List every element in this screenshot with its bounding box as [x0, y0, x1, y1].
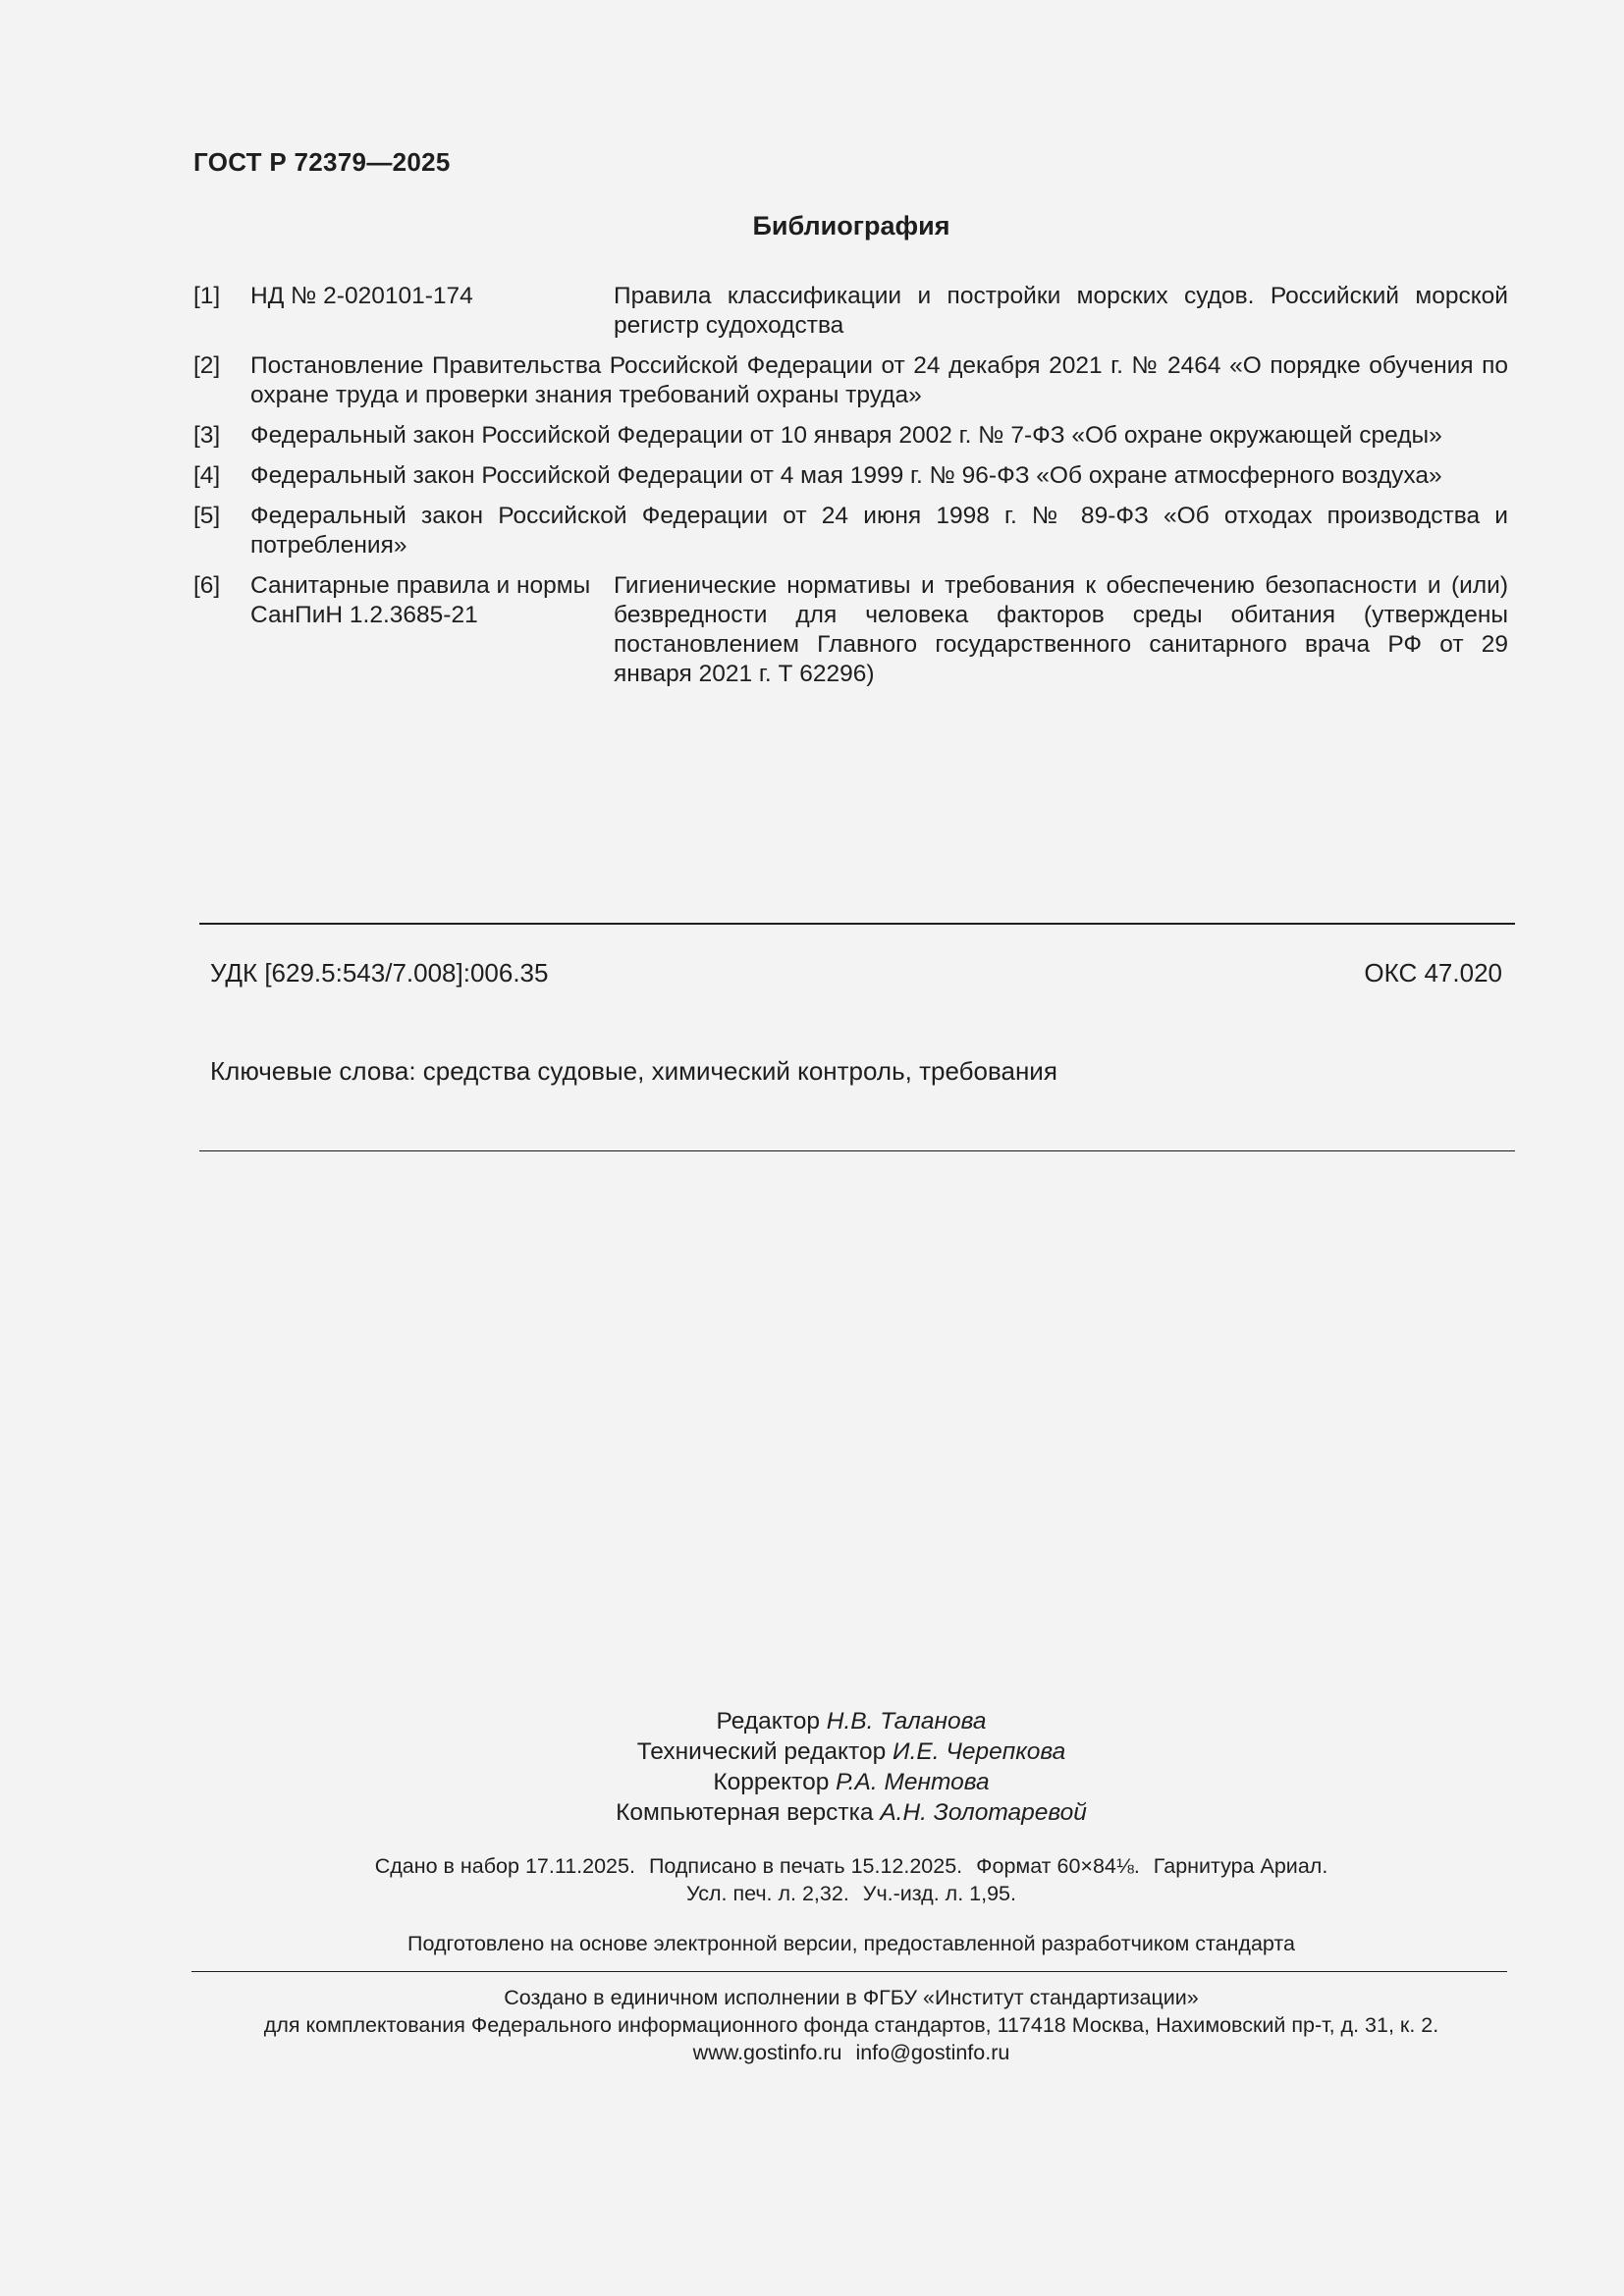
bibliography-item — [193, 502, 1508, 561]
credit-person: Н.В. Таланова — [826, 1708, 987, 1735]
credit-label: Технический редактор — [636, 1738, 887, 1765]
print-info — [0, 1852, 1624, 1907]
paper-format: Формат 60×84⅛. — [976, 1854, 1140, 1878]
print-info-line-2 — [0, 1880, 1624, 1907]
bibliography-item-number: [5] — [193, 503, 221, 529]
typeface: Гарнитура Ариал. — [1153, 1854, 1328, 1878]
bibliography-item — [193, 461, 1508, 491]
signed-date: Подписано в печать 15.12.2025. — [648, 1854, 963, 1878]
publisher-line-1: Создано в единичном исполнении в ФГБУ «Институт стандартизации» — [504, 1986, 1199, 2009]
keywords: Ключевые слова: средства судовые, химический контроль, требования — [210, 1056, 1057, 1086]
publisher-line-2: для комплектования Федерального информационного фонда стандартов, 117418 Москва, Нахимовский пр-т, д. 31, к. 2. — [263, 2013, 1439, 2037]
bibliography-item-number: [3] — [193, 422, 221, 449]
bibliography-item-text: Федеральный закон Российской Федерации от 24 июня 1998 г. № 89-ФЗ «Об отходах производства и потребления» — [250, 503, 1508, 559]
bibliography-item — [193, 282, 1508, 341]
bibliography-item — [193, 571, 1508, 689]
bibliography-item-number: [4] — [193, 462, 221, 489]
publisher-info — [0, 1984, 1624, 2066]
divider-bottom — [191, 1971, 1507, 1972]
document-code: ГОСТ Р 72379—2025 — [193, 147, 451, 177]
bibliography-item-description: Гигиенические нормативы и требования к обеспечению безопасности и (или) безвредности для человека факторов среды обитания (утверждены постановлением Главного государственного санитарного врача РФ от 29 января 2021 г. Т 62296) — [614, 572, 1508, 687]
print-info-line-1 — [0, 1852, 1624, 1880]
credit-corrector — [0, 1767, 1624, 1797]
credit-layout — [0, 1797, 1624, 1828]
email-link[interactable]: info@gostinfo.ru — [855, 2041, 1010, 2064]
credit-person: И.Е. Черепкова — [893, 1738, 1066, 1765]
bibliography-item-name: Санитарные правила и нормы СанПиН 1.2.3685-21 — [250, 572, 591, 628]
credit-label: Корректор — [713, 1769, 830, 1795]
bibliography-title: Библиография — [752, 211, 950, 240]
divider-middle — [199, 1150, 1515, 1151]
bibliography-list — [193, 282, 1508, 700]
bibliography-item-text: Постановление Правительства Российской Федерации от 24 декабря 2021 г. № 2464 «О порядке обучения по охране труда и проверки знания требований охраны труда» — [250, 352, 1508, 408]
submitted-date: Сдано в набор 17.11.2025. — [374, 1854, 635, 1878]
divider-top — [199, 923, 1515, 925]
bibliography-item-number: [2] — [193, 352, 221, 379]
bibliography-item — [193, 421, 1508, 451]
print-sheets: Усл. печ. л. 2,32. — [685, 1882, 849, 1905]
bibliography-item-name: НД № 2-020101-174 — [250, 283, 473, 309]
credits-block — [0, 1706, 1624, 1828]
bibliography-item-text: Федеральный закон Российской Федерации от 4 мая 1999 г. № 96-ФЗ «Об охране атмосферного воздуха» — [250, 462, 1442, 489]
bibliography-item-number: [1] — [193, 283, 221, 309]
credit-person: Р.А. Ментова — [836, 1769, 990, 1795]
website-link[interactable]: www.gostinfo.ru — [692, 2041, 842, 2064]
bibliography-item-number: [6] — [193, 572, 221, 599]
publisher-sheets: Уч.-изд. л. 1,95. — [862, 1882, 1016, 1905]
bibliography-item — [193, 351, 1508, 410]
credit-label: Компьютерная верстка — [616, 1799, 874, 1826]
credit-label: Редактор — [716, 1708, 820, 1735]
udc-code: УДК [629.5:543/7.008]:006.35 — [210, 958, 549, 988]
publisher-contacts — [0, 2039, 1624, 2066]
credit-editor — [0, 1706, 1624, 1736]
bibliography-item-description: Правила классификации и постройки морских судов. Российский морской регистр судоходства — [614, 283, 1508, 339]
bibliography-item-text: Федеральный закон Российской Федерации от 10 января 2002 г. № 7-ФЗ «Об охране окружающей среды» — [250, 422, 1442, 449]
oks-code: ОКС 47.020 — [1364, 958, 1502, 988]
credit-person: А.Н. Золотаревой — [880, 1799, 1087, 1826]
credit-tech-editor — [0, 1736, 1624, 1767]
prepared-note: Подготовлено на основе электронной версии, предоставленной разработчиком стандарта — [407, 1932, 1295, 1955]
